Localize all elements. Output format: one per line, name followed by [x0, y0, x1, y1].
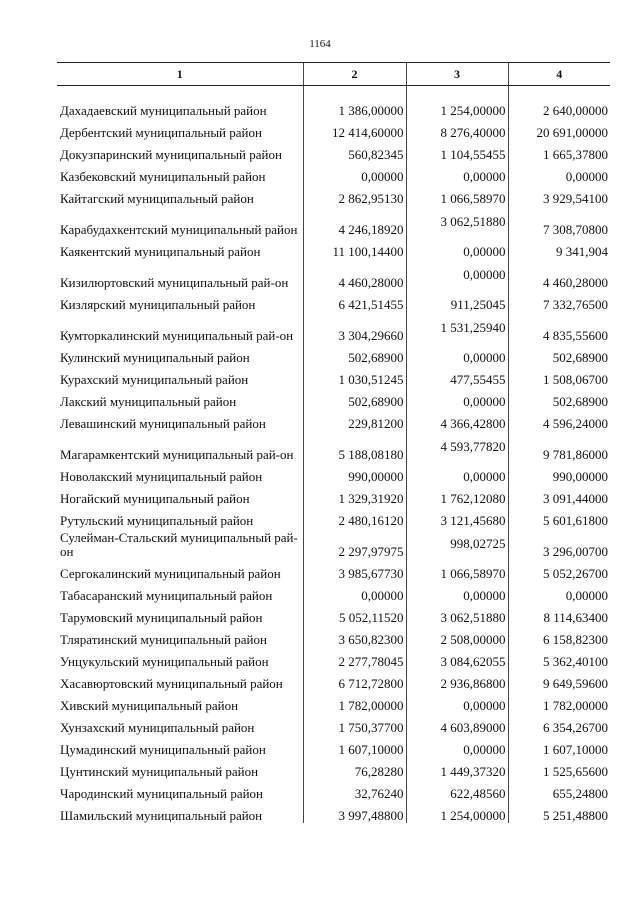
value-cell-col-2: 1 782,00000 [303, 691, 406, 713]
value-cell-col-2: 1 030,51245 [303, 365, 406, 387]
value-cell-col-4: 0,00000 [508, 581, 610, 603]
value-cell-col-4: 5 251,48800 [508, 801, 610, 823]
value-cell-col-3: 8 276,40000 [406, 118, 508, 140]
value-cell-col-2: 2 480,16120 [303, 506, 406, 528]
value-cell-col-2: 1 607,10000 [303, 735, 406, 757]
value-cell-col-2: 502,68900 [303, 387, 406, 409]
district-name: Казбековский муниципальный район [60, 169, 266, 184]
value-cell-col-3: 0,00000 [406, 343, 508, 365]
value-cell-col-4: 502,68900 [508, 343, 610, 365]
value-cell-col-2: 4 246,18920 [303, 206, 406, 237]
value-cell-col-3: 3 084,62055 [406, 647, 508, 669]
table-row [57, 162, 610, 184]
value-cell-col-4: 3 091,44000 [508, 484, 610, 506]
table-row [57, 647, 610, 669]
district-name: Сергокалинский муниципальный район [60, 566, 281, 581]
value-cell-col-4: 1 508,06700 [508, 365, 610, 387]
value-cell-col-4: 20 691,00000 [508, 118, 610, 140]
district-name: Кайтагский муниципальный район [60, 191, 254, 206]
value-cell-col-4: 1 607,10000 [508, 735, 610, 757]
table-row [57, 484, 610, 506]
district-name: Новолакский муниципальный район [60, 469, 263, 484]
value-cell-col-4: 6 354,26700 [508, 713, 610, 735]
value-cell-col-4: 4 596,24000 [508, 409, 610, 431]
value-cell-col-2: 3 985,67730 [303, 559, 406, 581]
value-cell-col-2: 3 997,48800 [303, 801, 406, 823]
value-cell-col-3: 622,48560 [406, 779, 508, 801]
district-name: Курахский муниципальный район [60, 372, 249, 387]
value-cell-col-4: 8 114,63400 [508, 603, 610, 625]
value-cell-col-4: 7 308,70800 [508, 206, 610, 237]
table-row [57, 343, 610, 365]
table-row [57, 409, 610, 431]
value-cell-col-4: 9 649,59600 [508, 669, 610, 691]
value-cell-col-3: 0,00000 [406, 462, 508, 484]
value-cell-col-3: 1 254,00000 [406, 96, 508, 118]
value-cell-col-4: 502,68900 [508, 387, 610, 409]
value-cell-col-3: 4 366,42800 [406, 409, 508, 431]
value-cell-col-3: 0,00000 [406, 259, 508, 290]
value-cell-col-3: 1 254,00000 [406, 801, 508, 823]
value-cell-col-4: 0,00000 [508, 162, 610, 184]
district-name: Ногайский муниципальный район [60, 491, 250, 506]
district-name: Кумторкалинский муниципальный рай-он [60, 328, 294, 343]
table-row [57, 581, 610, 603]
table-row [57, 259, 610, 290]
value-cell-col-2: 12 414,60000 [303, 118, 406, 140]
value-cell-col-3: 3 062,51880 [406, 206, 508, 237]
column-header-1: 1 [57, 63, 303, 86]
value-cell-col-3: 0,00000 [406, 691, 508, 713]
district-name: Кизлярский муниципальный район [60, 297, 256, 312]
value-cell-col-3: 3 121,45680 [406, 506, 508, 528]
table-body [57, 86, 610, 824]
district-name: Сулейман-Стальский муниципальный рай-он [60, 530, 298, 559]
district-name: Шамильский муниципальный район [60, 808, 263, 823]
district-name: Тляратинский муниципальный район [60, 632, 267, 647]
district-name: Дахадаевский муниципальный район [60, 103, 267, 118]
value-cell-col-4: 9 781,86000 [508, 431, 610, 462]
table-row [57, 528, 610, 559]
table-header [57, 63, 610, 86]
district-name: Тарумовский муниципальный район [60, 610, 263, 625]
value-cell-col-2: 32,76240 [303, 779, 406, 801]
value-cell-col-2: 229,81200 [303, 409, 406, 431]
header-spacer-row [57, 86, 610, 97]
table-row [57, 431, 610, 462]
value-cell-col-4: 5 362,40100 [508, 647, 610, 669]
district-name: Кулинский муниципальный район [60, 350, 250, 365]
value-cell-col-3: 3 062,51880 [406, 603, 508, 625]
district-name: Хунзахский муниципальный район [60, 720, 255, 735]
table-row [57, 506, 610, 528]
budget-table-container [57, 62, 610, 823]
table-row [57, 603, 610, 625]
column-header-3: 3 [406, 63, 508, 86]
district-name: Дербентский муниципальный район [60, 125, 262, 140]
value-cell-col-2: 502,68900 [303, 343, 406, 365]
district-name: Табасаранский муниципальный район [60, 588, 273, 603]
value-cell-col-4: 7 332,76500 [508, 290, 610, 312]
value-cell-col-4: 1 525,65600 [508, 757, 610, 779]
table-row [57, 206, 610, 237]
district-name: Левашинский муниципальный район [60, 416, 266, 431]
value-cell-col-2: 6 712,72800 [303, 669, 406, 691]
table-row [57, 140, 610, 162]
value-cell-col-3: 2 936,86800 [406, 669, 508, 691]
table-row [57, 801, 610, 823]
table-row [57, 757, 610, 779]
value-cell-col-3: 477,55455 [406, 365, 508, 387]
value-cell-col-3: 0,00000 [406, 735, 508, 757]
table-row [57, 669, 610, 691]
value-cell-col-3: 998,02725 [406, 528, 508, 559]
value-cell-col-2: 1 386,00000 [303, 96, 406, 118]
value-cell-col-2: 3 650,82300 [303, 625, 406, 647]
value-cell-col-3: 0,00000 [406, 162, 508, 184]
value-cell-col-4: 9 341,904 [508, 237, 610, 259]
value-cell-col-3: 0,00000 [406, 237, 508, 259]
district-name: Хасавюртовский муниципальный район [60, 676, 283, 691]
table-row [57, 184, 610, 206]
value-cell-col-2: 2 297,97975 [303, 528, 406, 559]
value-cell-col-2: 5 188,08180 [303, 431, 406, 462]
value-cell-col-3: 1 531,25940 [406, 312, 508, 343]
district-name: Цунтинский муниципальный район [60, 764, 259, 779]
value-cell-col-3: 1 066,58970 [406, 184, 508, 206]
value-cell-col-4: 655,24800 [508, 779, 610, 801]
district-name: Кизилюртовский муниципальный рай-он [60, 275, 289, 290]
page-number: 1164 [309, 38, 331, 50]
value-cell-col-4: 3 929,54100 [508, 184, 610, 206]
value-cell-col-2: 560,82345 [303, 140, 406, 162]
value-cell-col-4: 3 296,00700 [508, 528, 610, 559]
value-cell-col-3: 911,25045 [406, 290, 508, 312]
value-cell-col-2: 1 329,31920 [303, 484, 406, 506]
district-name: Карабудахкентский муниципальный район [60, 222, 298, 237]
column-header-4: 4 [508, 63, 610, 86]
value-cell-col-4: 2 640,00000 [508, 96, 610, 118]
value-cell-col-3: 1 762,12080 [406, 484, 508, 506]
value-cell-col-2: 4 460,28000 [303, 259, 406, 290]
table-row [57, 312, 610, 343]
table-row [57, 365, 610, 387]
value-cell-col-3: 4 603,89000 [406, 713, 508, 735]
value-cell-col-4: 4 460,28000 [508, 259, 610, 290]
table-row [57, 290, 610, 312]
table-row [57, 387, 610, 409]
table-row [57, 735, 610, 757]
table-row [57, 118, 610, 140]
table-row [57, 462, 610, 484]
value-cell-col-4: 4 835,55600 [508, 312, 610, 343]
value-cell-col-3: 1 066,58970 [406, 559, 508, 581]
value-cell-col-2: 2 277,78045 [303, 647, 406, 669]
district-name: Цумадинский муниципальный район [60, 742, 266, 757]
value-cell-col-2: 0,00000 [303, 162, 406, 184]
value-cell-col-4: 990,00000 [508, 462, 610, 484]
table-row [57, 237, 610, 259]
table-row [57, 779, 610, 801]
table-row [57, 713, 610, 735]
value-cell-col-3: 1 449,37320 [406, 757, 508, 779]
value-cell-col-2: 2 862,95130 [303, 184, 406, 206]
value-cell-col-2: 5 052,11520 [303, 603, 406, 625]
value-cell-col-4: 6 158,82300 [508, 625, 610, 647]
table-row [57, 625, 610, 647]
value-cell-col-2: 3 304,29660 [303, 312, 406, 343]
value-cell-col-4: 1 782,00000 [508, 691, 610, 713]
district-name: Магарамкентский муниципальный рай-он [60, 447, 294, 462]
district-name: Рутульский муниципальный район [60, 513, 254, 528]
value-cell-col-2: 0,00000 [303, 581, 406, 603]
value-cell-col-2: 11 100,14400 [303, 237, 406, 259]
value-cell-col-2: 76,28280 [303, 757, 406, 779]
district-name: Каякентский муниципальный район [60, 244, 261, 259]
table-row [57, 691, 610, 713]
value-cell-col-3: 0,00000 [406, 581, 508, 603]
value-cell-col-3: 0,00000 [406, 387, 508, 409]
district-name: Докузпаринский муниципальный район [60, 147, 282, 162]
table-row [57, 96, 610, 118]
value-cell-col-2: 6 421,51455 [303, 290, 406, 312]
budget-table [57, 62, 610, 823]
value-cell-col-4: 5 052,26700 [508, 559, 610, 581]
value-cell-col-3: 1 104,55455 [406, 140, 508, 162]
value-cell-col-3: 2 508,00000 [406, 625, 508, 647]
table-row [57, 559, 610, 581]
value-cell-col-4: 5 601,61800 [508, 506, 610, 528]
district-name: Чародинский муниципальный район [60, 786, 264, 801]
value-cell-col-2: 1 750,37700 [303, 713, 406, 735]
district-name: Унцукульский муниципальный район [60, 654, 269, 669]
value-cell-col-4: 1 665,37800 [508, 140, 610, 162]
district-name: Лакский муниципальный район [60, 394, 237, 409]
district-name: Хивский муниципальный район [60, 698, 239, 713]
column-header-2: 2 [303, 63, 406, 86]
value-cell-col-3: 4 593,77820 [406, 431, 508, 462]
value-cell-col-2: 990,00000 [303, 462, 406, 484]
